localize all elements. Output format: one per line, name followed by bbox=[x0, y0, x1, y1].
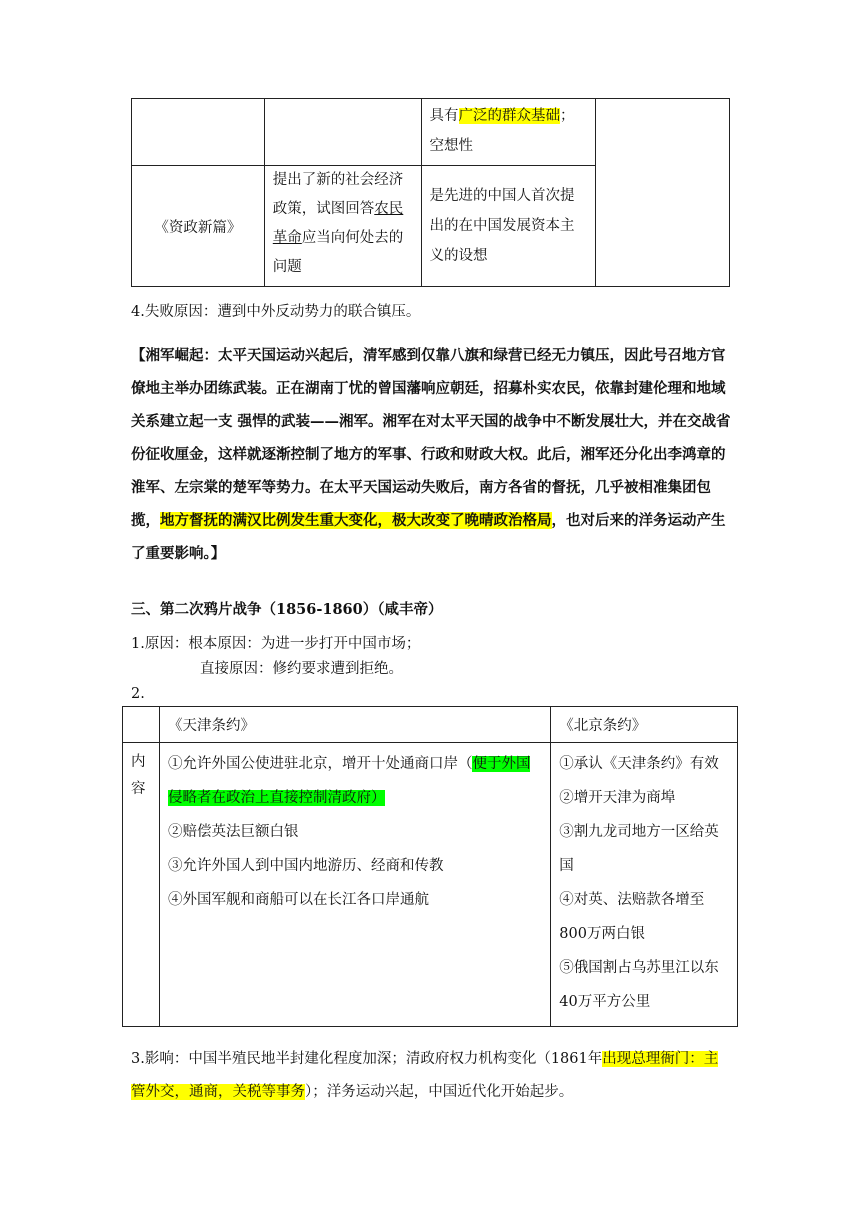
column-header: 《天津条约》 bbox=[167, 718, 255, 734]
table-cell bbox=[159, 743, 550, 1027]
table-cell bbox=[159, 707, 550, 743]
treaty-clause: ②增开天津为商埠 bbox=[559, 790, 676, 806]
failure-reason: 4.失败原因：遭到中外反动势力的联合镇压。 bbox=[131, 304, 421, 320]
treaty-clause: ③割九龙司地方一区给英国 bbox=[559, 824, 719, 874]
treaty-clause bbox=[168, 747, 542, 815]
cell-text: 是先进的中国人首次提出的在中国发展资本主义的设想 bbox=[429, 188, 575, 264]
table-cell bbox=[264, 166, 421, 287]
treaty-clause: ①承认《天津条约》有效 bbox=[559, 756, 719, 772]
table-cell bbox=[264, 99, 421, 166]
paragraph-text: 3.影响：中国半殖民地半封建化程度加深；清政府权力机构变化（1861年 bbox=[131, 1051, 603, 1067]
cell-text: 提出了新的社会经济政策，试图回答 bbox=[272, 172, 404, 217]
xiangjun-paragraph bbox=[131, 339, 731, 570]
table-cell bbox=[551, 743, 738, 1027]
paragraph-text: ）；洋务运动兴起，中国近代化开始起步。 bbox=[305, 1084, 574, 1100]
table-cell bbox=[123, 707, 160, 743]
treaty-clause: ⑤俄国割占乌苏里江以东40万平方公里 bbox=[559, 960, 719, 1010]
row-label: 内容 bbox=[131, 754, 146, 797]
cell-text: ； bbox=[560, 108, 575, 124]
cell-text: 空想性 bbox=[429, 138, 474, 154]
cell-text: 具有 bbox=[429, 108, 459, 124]
table-cell bbox=[596, 99, 730, 287]
treaty-clause: ③允许外国人到中国内地游历、经商和传教 bbox=[167, 858, 444, 874]
cell-text: 应当向何处去的问题 bbox=[272, 230, 404, 275]
table-cell bbox=[421, 166, 596, 287]
paragraph-text: ，也对后来的洋务运动产生了重要影响。】 bbox=[131, 512, 726, 562]
table-cell bbox=[132, 166, 265, 287]
cause-line: 直接原因：修约要求遭到拒绝。 bbox=[200, 661, 403, 677]
treaty-table bbox=[122, 706, 738, 1027]
highlighted-text: 地方督抚的满汉比例发生重大变化，极大改变了晚晴政治格局 bbox=[160, 512, 552, 529]
paragraph-text: 【湘军崛起：太平天国运动兴起后，清军感到仅靠八旗和绿营已经无力镇压，因此号召地方官僚地主举办团练武装。正在湖南丁忧的曾国藩响应朝廷，招募朴实农民，依靠封建伦理和地域关系建立起一支 强悍的武装——湘军。湘军在对太平天国的战争中不断发展壮大，并在交战省份征收厘金，这样就逐渐控制了地方的军事、行政和财政大权。此后，湘军还分化出李鸿章的淮军、左宗棠的楚军等势力。在太平天国运动失败后，南方各省的督抚，几乎被相准集团包揽， bbox=[131, 347, 731, 529]
treaty-clause: ④外国军舰和商船可以在长江各口岸通航 bbox=[167, 892, 429, 908]
table-cell bbox=[132, 99, 265, 166]
highlighted-text: 出现总理衙门：主管外交，通商，关税等事务 bbox=[131, 1051, 719, 1100]
cause-line: 1.原因：根本原因：为进一步打开中国市场； bbox=[131, 636, 421, 652]
treaty-clause: ④对英、法赔款各增至800万两白银 bbox=[559, 892, 705, 942]
clause-text: ①允许外国公使进驻北京，增开十处通商口岸（ bbox=[167, 756, 473, 772]
table-cell bbox=[123, 743, 160, 1027]
program-comparison-table bbox=[131, 98, 730, 287]
column-header: 《北京条约》 bbox=[559, 718, 647, 734]
document-name: 《资政新篇》 bbox=[154, 219, 242, 236]
underlined-text: 农民革命 bbox=[272, 201, 404, 246]
highlighted-text: 便于外国侵略者在政治上直接控制清政府） bbox=[167, 756, 531, 806]
table-cell bbox=[421, 99, 596, 166]
table-row bbox=[123, 743, 738, 1027]
table-row bbox=[132, 99, 730, 166]
table-cell bbox=[551, 707, 738, 743]
section-heading: 三、第二次鸦片战争（1856-1860）（咸丰帝） bbox=[131, 601, 443, 618]
table-row bbox=[123, 707, 738, 743]
influence-paragraph bbox=[131, 1043, 731, 1109]
highlighted-text: 广泛的群众基础 bbox=[458, 108, 561, 124]
treaty-clause: ②赔偿英法巨额白银 bbox=[167, 824, 299, 840]
list-number: 2. bbox=[131, 686, 145, 702]
